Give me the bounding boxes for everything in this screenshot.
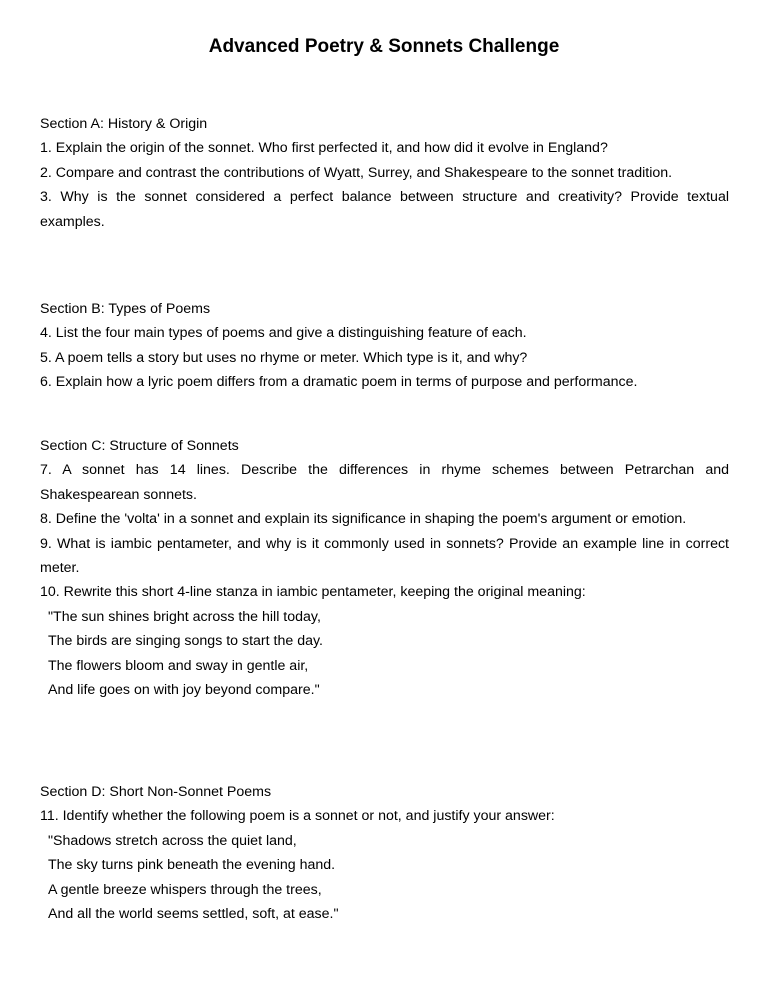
- section-heading: Section C: Structure of Sonnets: [40, 438, 239, 454]
- question-8: 8. Define the 'volta' in a sonnet and explain its significance in shaping the poem's argument or emotion.: [40, 511, 687, 528]
- poem-line: "Shadows stretch across the quiet land,: [48, 832, 297, 849]
- question-4: 4. List the four main types of poems and give a distinguishing feature of each.: [40, 325, 527, 342]
- section-d: [40, 780, 729, 926]
- section-b: [40, 297, 729, 395]
- question-2: 2. Compare and contrast the contributions of Wyatt, Surrey, and Shakespeare to the sonnet tradition.: [40, 164, 673, 181]
- poem-line: And life goes on with joy beyond compare.": [48, 682, 320, 699]
- poem-line: A gentle breeze whispers through the trees,: [48, 881, 322, 898]
- question-9: 9. What is iambic pentameter, and why is it commonly used in sonnets? Provide an example line in correct meter.: [40, 535, 729, 577]
- section-heading: Section D: Short Non-Sonnet Poems: [40, 784, 272, 800]
- poem-line: The sky turns pink beneath the evening hand.: [48, 857, 336, 874]
- poem-line: "The sun shines bright across the hill today,: [48, 608, 321, 625]
- question-3: 3. Why is the sonnet considered a perfect balance between structure and creativity? Provide textual examples.: [40, 189, 729, 230]
- question-7: 7. A sonnet has 14 lines. Describe the differences in rhyme schemes between Petrarchan and Shakespearean sonnets.: [40, 462, 729, 503]
- poem-line: And all the world seems settled, soft, at ease.": [48, 906, 339, 923]
- section-heading: Section B: Types of Poems: [40, 301, 211, 317]
- question-5: 5. A poem tells a story but uses no rhyme or meter. Which type is it, and why?: [40, 349, 528, 366]
- question-10: 10. Rewrite this short 4-line stanza in iambic pentameter, keeping the original meaning:: [40, 584, 586, 601]
- document-title: Advanced Poetry & Sonnets Challenge: [208, 36, 560, 57]
- poem-line: The birds are singing songs to start the day.: [48, 633, 323, 650]
- section-c: [40, 434, 729, 702]
- section-a: [40, 112, 729, 234]
- question-11: 11. Identify whether the following poem is a sonnet or not, and justify your answer:: [40, 808, 555, 825]
- poem-line: The flowers bloom and sway in gentle air,: [48, 657, 309, 674]
- section-heading: Section A: History & Origin: [40, 116, 208, 132]
- question-6: 6. Explain how a lyric poem differs from a dramatic poem in terms of purpose and performance.: [40, 374, 638, 391]
- question-1: 1. Explain the origin of the sonnet. Who first perfected it, and how did it evolve in England?: [40, 140, 608, 157]
